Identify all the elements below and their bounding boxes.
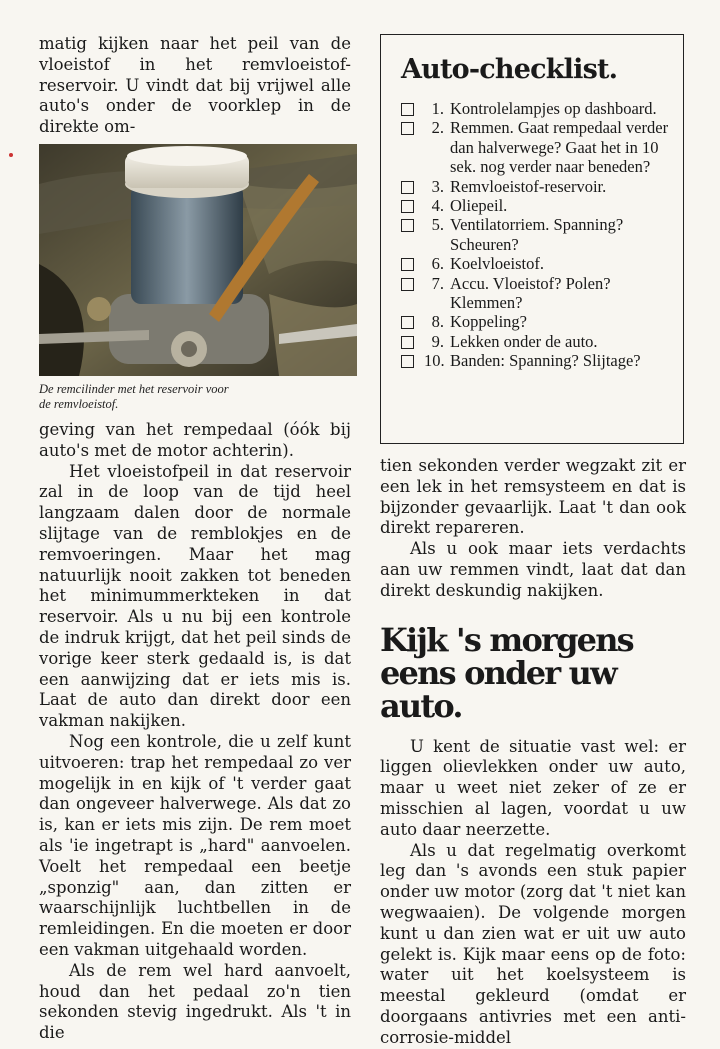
checklist-item-number: 3. xyxy=(431,176,444,196)
checklist-item xyxy=(401,177,671,196)
left-paragraph-4: Als de rem wel hard aanvoelt, houd dan het pedaal zo'n tien sekonden stevig ingedrukt. Als 't in die xyxy=(39,960,351,1043)
left-paragraph-2: Het vloeistofpeil in dat reservoir zal in de loop van de tijd heel langzaam dalen door de normale slijtage van de remblokjes en de remvoeringen. Maar het mag natuurlijk nooit zakken tot beneden het minimummerkteken in dat reservoir. Als u nu bij een kontrole de indruk krijgt, dat het peil sinds de vorige keer sterk gedaald is, is dat een aanwijzing dat er iets mis is. Laat de auto dan direkt door een vakman nakijken. xyxy=(39,461,351,731)
checkbox-icon xyxy=(401,336,414,349)
checklist-item xyxy=(401,196,671,215)
checklist-title: Auto-checklist. xyxy=(401,54,618,85)
checklist-item-text: Lekken onder de auto. xyxy=(450,331,598,351)
checklist-item-text: Ventilatorriem. Spanning? Scheuren? xyxy=(450,215,624,254)
intro-paragraph: matig kijken naar het peil van de vloeistof in het remvloeistof-reservoir. U vindt dat bij vrijwel alle auto's onder de voorklep in de direkte om- xyxy=(39,34,351,137)
left-paragraph-1: geving van het rempedaal (óók bij auto's met de motor achterin). xyxy=(39,419,351,460)
checkbox-icon xyxy=(401,103,414,116)
checklist-item-number: 1. xyxy=(431,99,444,118)
checkbox-icon xyxy=(401,181,414,194)
checkbox-icon xyxy=(401,316,414,329)
checklist-item-text: Remvloeistof-reservoir. xyxy=(450,176,607,196)
checklist-item xyxy=(401,99,671,118)
checklist-item xyxy=(401,351,671,370)
checkbox-icon xyxy=(401,258,414,271)
checklist-item-text: Kontrolelampjes op dashboard. xyxy=(450,99,657,118)
caption-line-2: de remvloeistof. xyxy=(39,396,119,411)
checklist-item-text: Banden: Spanning? Slijtage? xyxy=(450,351,641,371)
checklist-item xyxy=(401,254,671,273)
checklist-item xyxy=(401,215,671,254)
checkbox-icon xyxy=(401,278,414,291)
checklist-item-number: 7. xyxy=(431,273,444,293)
section-heading-line-2: eens onder uw auto. xyxy=(380,653,616,725)
checklist-item-number: 6. xyxy=(431,254,444,274)
checkbox-icon xyxy=(401,355,414,368)
checklist-items xyxy=(401,99,671,371)
left-column xyxy=(39,34,351,1044)
checklist-item-text: Koppeling? xyxy=(450,312,527,332)
checkbox-icon xyxy=(401,219,414,232)
checklist-item-number: 9. xyxy=(431,331,444,351)
checklist-item-text: Remmen. Gaat rempedaal verder dan halverwege? Gaat het in 10 sek. nog verder naar beneden? xyxy=(450,118,669,177)
margin-mark xyxy=(9,153,13,157)
checklist-item xyxy=(401,274,671,313)
photo-caption xyxy=(39,382,351,412)
section-heading-line-1: Kijk 's morgens xyxy=(380,620,633,659)
checklist-item-number: 4. xyxy=(431,196,444,216)
section-heading xyxy=(380,620,686,725)
left-paragraph-3: Nog een kontrole, die u zelf kunt uitvoeren: trap het rempedaal zo ver mogelijk in en kijk of 't verder gaat dan ongeveer halverwege. Als dat zo is, kan er iets mis zijn. De rem moet als 'ie ingetrapt is „hard" aanvoelen. Voelt het rempedaal een beetje „sponzig" aan, dan zitten er waarschijnlijk luchtbellen in de remleidingen. En die moeten er door een vakman uitgehaald worden. xyxy=(39,731,351,959)
checklist-item-number: 8. xyxy=(431,312,444,332)
caption-line-1: De remcilinder met het reservoir voor xyxy=(39,381,229,396)
checklist-item xyxy=(401,312,671,331)
checklist-item-text: Accu. Vloeistof? Polen? Klemmen? xyxy=(450,273,611,313)
checklist-item-text: Koelvloeistof. xyxy=(450,254,544,274)
right-paragraph-2: Als u ook maar iets verdachts aan uw remmen vindt, laat dat dan direkt deskundig nakijken. xyxy=(380,539,686,600)
right-paragraph-1: tien sekonden verder wegzakt zit er een lek in het remsysteem en dat is bijzonder gevaarlijk. Laat 't dan ook direkt repareren. xyxy=(380,456,686,538)
checklist-item xyxy=(401,332,671,351)
checklist-item-number: 5. xyxy=(431,215,444,235)
checklist-item xyxy=(401,118,671,176)
checklist-item-number: 10. xyxy=(424,351,445,371)
right-paragraph-3: U kent de situatie vast wel: er liggen olievlekken onder uw auto, maar u weet niet zeker of ze er misschien al lagen, voordat u uw auto daar neerzette. xyxy=(380,736,686,839)
checkbox-icon xyxy=(401,122,414,135)
checklist-item-text: Oliepeil. xyxy=(450,196,508,216)
checkbox-icon xyxy=(401,200,414,213)
right-paragraph-4: Als u dat regelmatig overkomt leg dan 's avonds een stuk papier onder uw motor (zorg dat 't niet kan wegwaaien). De volgende morgen kunt u dan zien wat er uit uw auto gelekt is. Kijk maar eens op de foto: water uit het koelsysteem is meestal gekleurd (omdat er doorgaans antivries met een anti-corrosie-middel xyxy=(380,840,686,1047)
checklist-item-number: 2. xyxy=(431,118,444,138)
checklist-box xyxy=(380,34,684,444)
right-column xyxy=(380,34,686,1049)
brake-reservoir-photo xyxy=(39,144,357,376)
